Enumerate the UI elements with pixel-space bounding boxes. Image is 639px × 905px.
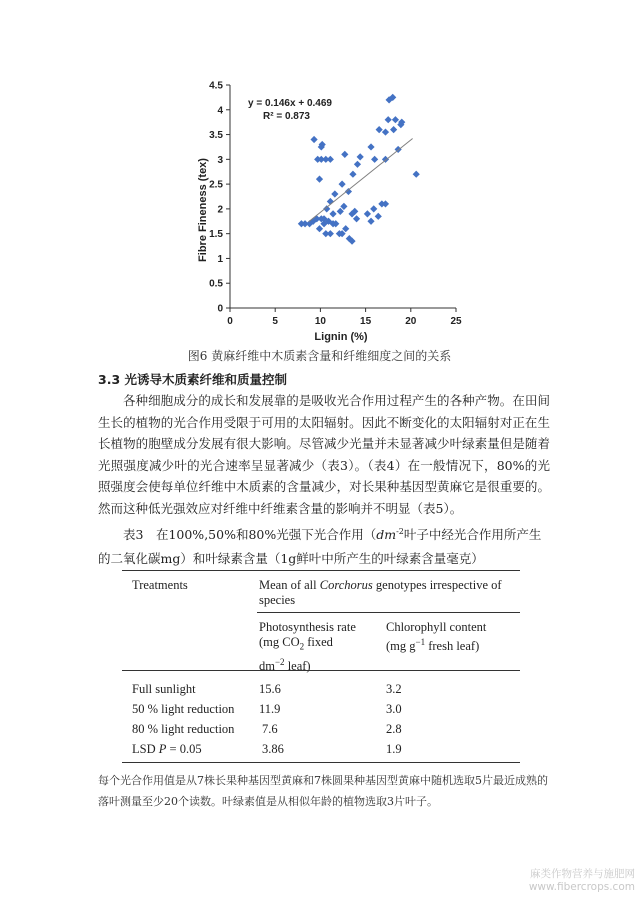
photosynthesis-header-line2	[259, 635, 356, 655]
x-axis-ticks	[227, 308, 462, 327]
y-tick-label: 0.5	[209, 278, 223, 290]
x-tick-label: 10	[314, 316, 326, 327]
y-axis-label: Fibre Fineness (tex)	[197, 158, 209, 262]
y-tick-label: 1.5	[209, 229, 223, 241]
data-point	[370, 205, 377, 212]
data-point	[371, 156, 378, 163]
data-point	[310, 136, 317, 143]
data-point	[385, 116, 392, 123]
data-point	[341, 151, 348, 158]
y-tick-label: 2	[217, 204, 223, 216]
data-point	[357, 153, 364, 160]
y-tick-label: 0	[217, 303, 223, 315]
row-photo: 11.9	[259, 702, 281, 716]
lsd-post: = 0.05	[166, 742, 202, 756]
x-tick-label: 15	[360, 316, 372, 327]
trendline	[309, 139, 413, 222]
x-tick-label: 5	[272, 316, 278, 327]
row-treatment: 50 % light reduction	[132, 702, 235, 716]
data-point	[413, 171, 420, 178]
data-point	[382, 128, 389, 135]
ph3c: leaf)	[284, 658, 311, 673]
ch2b: −1	[415, 637, 426, 647]
data-point	[353, 215, 360, 222]
header-bottom-rule	[122, 670, 520, 671]
y-tick-label: 3	[217, 154, 223, 166]
data-point	[367, 218, 374, 225]
ph3a: dm	[259, 658, 275, 673]
scatter-chart	[180, 70, 480, 350]
table-footnote: 每个光合作用值是从7株长果种基因型黄麻和7株圆果种基因型黄麻中随机选取5片最近成熟的落叶测量至少20个读数。叶绿素值是从相似年龄的植物选取3片叶子。	[98, 774, 548, 808]
group-header-post: genotypes irrespective of species	[259, 578, 502, 607]
data-point	[354, 161, 361, 168]
ph2a: (mg CO	[259, 635, 300, 649]
chlorophyll-header-line2	[386, 635, 486, 654]
table-bottom-rule	[122, 762, 520, 763]
y-axis-ticks	[209, 81, 230, 315]
row-chl: 3.0	[386, 702, 402, 716]
data-point	[316, 176, 323, 183]
y-tick-label: 3.5	[209, 130, 223, 142]
figure-6	[180, 70, 480, 350]
row-treatment: Full sunlight	[132, 682, 196, 696]
lsd-pre: LSD	[132, 742, 159, 756]
data-point	[331, 190, 338, 197]
ph2c: fixed	[304, 635, 333, 649]
data-point	[375, 213, 382, 220]
y-tick-label: 1	[217, 253, 223, 265]
watermark	[505, 868, 635, 894]
section-heading: 3.3 光诱导木质素纤维和质量控制	[98, 372, 287, 387]
x-tick-label: 25	[450, 316, 462, 327]
lsd-photo: 3.86	[262, 742, 284, 756]
data-point	[338, 181, 345, 188]
table-caption	[98, 520, 553, 571]
chlorophyll-header-line1: Chlorophyll content	[386, 620, 487, 634]
row-chl: 2.8	[386, 722, 402, 736]
data-point	[382, 200, 389, 207]
data-point	[316, 225, 323, 232]
lsd-italic: P	[158, 742, 167, 756]
y-tick-label: 4.5	[209, 80, 223, 92]
group-header-pre: Mean of all	[259, 578, 320, 592]
row-chl: 3.2	[386, 682, 402, 696]
data-point	[376, 126, 383, 133]
table-caption-exp: -2	[396, 527, 404, 536]
row-photo: 7.6	[262, 722, 278, 736]
data-point	[349, 171, 356, 178]
table-caption-pre: 表3 在100%,50%和80%光强下光合作用（	[123, 527, 377, 543]
ph2b: 2	[299, 641, 305, 652]
x-tick-label: 20	[405, 316, 417, 327]
data-point	[329, 210, 336, 217]
y-tick-label: 2.5	[209, 179, 223, 191]
group-header-rule	[257, 612, 520, 613]
y-tick-label: 4	[217, 105, 223, 117]
ph3b: −2	[274, 656, 285, 667]
ch2a: (mg g	[386, 639, 416, 654]
group-header	[259, 578, 514, 608]
data-point	[367, 143, 374, 150]
table-top-rule	[122, 570, 520, 571]
equation-label: y = 0.146x + 0.469	[248, 98, 332, 109]
data-point	[390, 126, 397, 133]
x-axis-label: Lignin (%)	[314, 331, 368, 343]
table-caption-unit: dm	[376, 527, 397, 543]
photosynthesis-header-line1: Photosynthesis rate	[259, 620, 356, 634]
row-treatment: 80 % light reduction	[132, 722, 235, 736]
watermark-line1: 麻类作物营养与施肥网	[530, 868, 635, 880]
data-point	[392, 116, 399, 123]
watermark-line2: www.fibercrops.com	[528, 881, 635, 893]
lsd-label	[132, 742, 202, 757]
table-caption-post: 叶子中经光合作用所产生的二氧化碳mg）和叶绿素含量（1g鲜叶中所产生的叶绿素含量毫克）	[98, 527, 542, 567]
chlorophyll-header	[386, 620, 486, 654]
lsd-chl: 1.9	[386, 742, 402, 756]
group-header-genus: Corchorus	[319, 578, 373, 592]
data-point	[327, 230, 334, 237]
row-photo: 15.6	[259, 682, 281, 696]
data-points	[298, 94, 420, 245]
r-squared-label: R² = 0.873	[263, 111, 310, 122]
treatments-header: Treatments	[132, 578, 188, 592]
figure-caption: 图6 黄麻纤维中木质素含量和纤维细度之间的关系	[187, 349, 452, 363]
body-paragraph: 各种细胞成分的成长和发展靠的是吸收光合作用过程产生的各种产物。在田间生长的植物的光合作用受限于可用的太阳辐射。因此不断变化的太阳辐射对正在生长植物的胞壁成分发展有很大影响。尽管减少光量并未显著减少叶绿素量但是随着光照强度减少叶的光合速率呈显著减少（表3）。（表4）在一般情况下，80%的光照强度会使每单位纤维中木质素的含量减少，对长果种基因型黄麻它是很重要的。然而这种低光强效应对纤维中纤维素含量的影响并不明显（表5）。	[98, 393, 550, 516]
data-point	[364, 210, 371, 217]
data-point	[327, 156, 334, 163]
x-tick-label: 0	[227, 316, 233, 327]
photosynthesis-header	[259, 620, 356, 674]
ch2c: fresh leaf)	[425, 639, 480, 654]
